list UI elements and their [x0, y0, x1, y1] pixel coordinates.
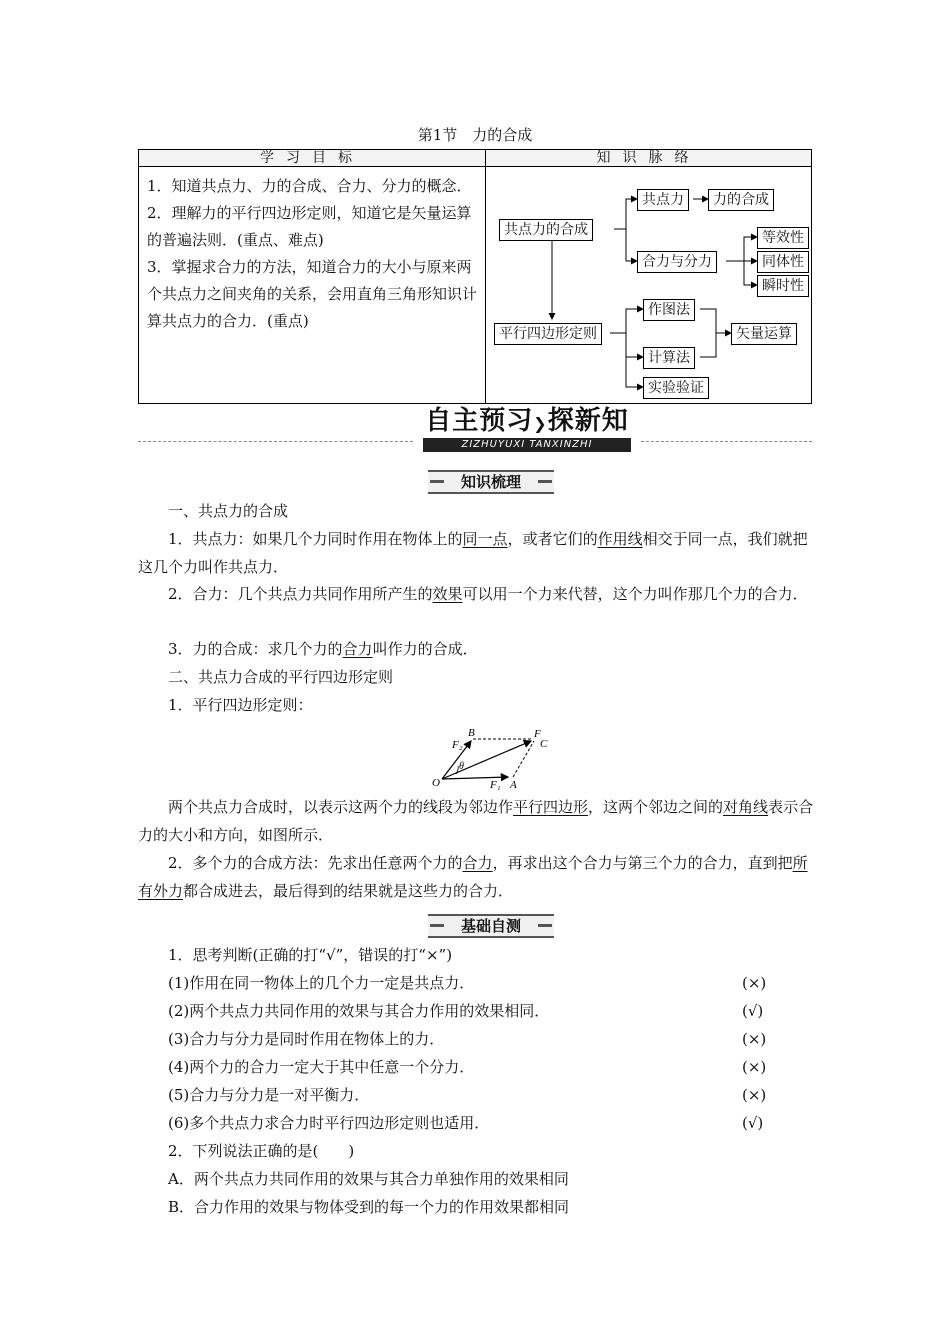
question: 1．思考判断(正确的打“√”，错误的打“×”)	[168, 946, 453, 964]
judgment-item: (5)合力与分力是一对平衡力．	[168, 1086, 370, 1104]
judgment-answer: (×)	[742, 974, 767, 992]
map-node-root: 共点力的合成	[499, 219, 593, 241]
map-node: 力的合成	[708, 189, 774, 211]
paragraph: 两个共点力合成时，以表示这两个力的线段为邻边作平行四边形，这两个邻边之间的对角线表示合力的大小和方向，如图所示．	[138, 798, 814, 844]
divider-right	[641, 441, 812, 442]
heading: 二、共点力合成的平行四边形定则	[168, 668, 394, 686]
judgment-item: (6)多个共点力求合力时平行四边形定则也适用．	[168, 1114, 490, 1132]
map-node: 共点力	[637, 189, 689, 211]
goal-item: 1．知道共点力、力的合成、合力、分力的概念．	[147, 177, 472, 195]
judgment-item: (1)作用在同一物体上的几个力一定是共点力．	[168, 974, 475, 992]
banner-subtitle: ZIZHUYUXI TANXINZHI	[423, 438, 631, 452]
map-node: 矢量运算	[731, 323, 797, 345]
label-F2: F₂	[452, 739, 463, 751]
judgment-answer: (√)	[742, 1114, 764, 1132]
label-C: C	[540, 738, 548, 750]
section-tag	[428, 470, 554, 494]
paragraph: 3．力的合成：求几个力的合力叫作力的合成．	[168, 640, 478, 658]
goals-table	[138, 149, 812, 404]
section-tag-label: 知识梳理	[460, 473, 521, 491]
label-F: F	[534, 728, 541, 740]
parallelogram-diagram	[428, 724, 558, 794]
banner-title-2: 探新知	[547, 406, 629, 436]
map-node: 平行四边形定则	[494, 323, 602, 345]
banner-arrow-icon: ❯	[533, 414, 548, 433]
goal-item: 2．理解力的平行四边形定则，知道它是矢量运算的普遍法则．(重点、难点)	[147, 204, 472, 249]
judgment-item: (2)两个共点力共同作用的效果与其合力作用的效果相同．	[168, 1002, 550, 1020]
section-tag	[428, 914, 554, 938]
map-node: 同体性	[757, 251, 809, 273]
judgment-answer: (×)	[742, 1030, 767, 1048]
map-node: 作图法	[643, 299, 695, 321]
heading: 一、共点力的合成	[168, 502, 289, 520]
map-node: 合力与分力	[637, 251, 717, 273]
judgment-item: (3)合力与分力是同时作用在物体上的力．	[168, 1030, 445, 1048]
page-title: 第1节 力的合成	[417, 126, 533, 144]
question: 2．下列说法正确的是( )	[168, 1142, 355, 1160]
section-banner	[413, 405, 641, 453]
label-B: B	[468, 727, 475, 739]
option-b: B．合力作用的效果与物体受到的每一个力的作用效果都相同	[168, 1198, 570, 1216]
goal-item: 3．掌握求合力的方法，知道合力的大小与原来两个共点力之间夹角的关系，会用直角三角形知识计算共点力的合力．(重点)	[147, 258, 478, 330]
label-F1: F₁	[490, 779, 501, 791]
option-a: A．两个共点力共同作用的效果与其合力单独作用的效果相同	[168, 1170, 569, 1188]
label-A: A	[510, 779, 517, 791]
divider-left	[138, 441, 413, 442]
banner-title: 自主预习	[425, 406, 534, 436]
paragraph: 1．共点力：如果几个力同时作用在物体上的同一点，或者它们的作用线相交于同一点，我们就把这几个力叫作共点力．	[138, 530, 808, 576]
paragraph: 1．平行四边形定则：	[168, 696, 313, 714]
goals-list	[139, 167, 486, 404]
paragraph: 2．多个力的合成方法：先求出任意两个力的合力，再求出这个合力与第三个力的合力，直到把所有外力都合成进去，最后得到的结果就是这些力的合力．	[138, 854, 808, 900]
map-node: 计算法	[643, 347, 695, 369]
judgment-answer: (×)	[742, 1058, 767, 1076]
judgment-item: (4)两个力的合力一定大于其中任意一个分力．	[168, 1058, 475, 1076]
label-O: O	[432, 777, 440, 789]
goals-header: 学习目标	[139, 150, 486, 167]
map-node: 瞬时性	[757, 275, 809, 297]
map-node: 等效性	[757, 227, 809, 249]
paragraph: 2．合力：几个共点力共同作用所产生的效果可以用一个力来代替，这个力叫作那几个力的合力．	[168, 585, 808, 603]
section-tag-label: 基础自测	[460, 917, 521, 935]
knowledge-map	[486, 167, 812, 404]
map-node: 实验验证	[643, 377, 709, 399]
judgment-answer: (×)	[742, 1086, 767, 1104]
judgment-answer: (√)	[742, 1002, 764, 1020]
map-header: 知识脉络	[486, 150, 812, 167]
label-theta: θ	[459, 761, 464, 772]
